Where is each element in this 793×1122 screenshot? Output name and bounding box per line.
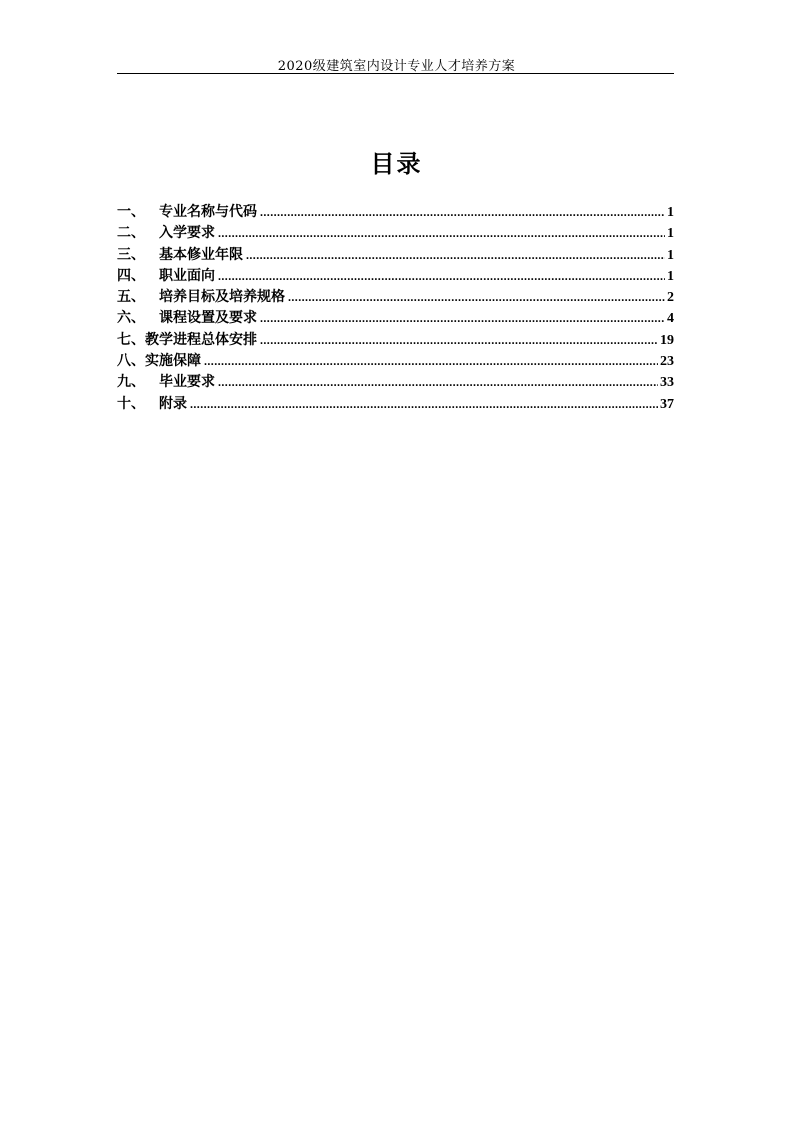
toc-entry-label: 附录: [159, 395, 187, 412]
toc-entry-number: 四、: [117, 267, 145, 284]
toc-entry-label: 入学要求: [159, 225, 215, 242]
toc-dot-leader: [218, 269, 665, 284]
toc-entry-number: 三、: [117, 246, 145, 263]
toc-entry-page: 19: [660, 332, 674, 348]
toc-entry-number: 九、: [117, 374, 145, 391]
toc-entry-number: 一、: [117, 204, 145, 220]
toc-dot-leader: [260, 205, 665, 220]
toc-entry-1[interactable]: [117, 201, 674, 222]
toc-entry-4[interactable]: [117, 265, 674, 286]
toc-entry-9[interactable]: [117, 371, 674, 392]
toc-entry-label: 毕业要求: [159, 374, 215, 391]
toc-entry-page: 2: [667, 290, 674, 306]
toc-entry-2[interactable]: [117, 222, 674, 243]
toc-entry-page: 1: [667, 226, 674, 242]
toc-entry-label: 专业名称与代码: [159, 204, 257, 220]
toc-entry-page: 23: [660, 354, 674, 370]
toc-dot-leader: [260, 333, 658, 348]
toc-entry-page: 33: [660, 375, 674, 391]
toc-entry-number: 十、: [117, 395, 145, 412]
toc-entry-label: 基本修业年限: [159, 246, 243, 263]
toc-entry-page: 37: [660, 396, 674, 412]
toc-entry-10[interactable]: [117, 393, 674, 414]
toc-entry-label: 课程设置及要求: [159, 310, 257, 327]
toc-entry-7[interactable]: [117, 329, 674, 350]
toc-dot-leader: [204, 354, 658, 369]
toc-entry-number: 八、: [117, 353, 145, 370]
toc-dot-leader: [218, 226, 665, 241]
toc-entry-8[interactable]: [117, 350, 674, 371]
toc-entry-label: 实施保障: [145, 353, 201, 370]
toc-entry-number: 二、: [117, 225, 145, 242]
toc-entry-6[interactable]: [117, 307, 674, 328]
toc-dot-leader: [260, 311, 665, 326]
toc-entry-number: 六、: [117, 310, 145, 327]
toc-dot-leader: [246, 248, 665, 263]
toc-entry-number: 五、: [117, 289, 145, 306]
toc-list: [117, 201, 674, 414]
toc-entry-label: 教学进程总体安排: [145, 331, 257, 348]
running-header: 2020级建筑室内设计专业人才培养方案: [277, 59, 516, 74]
toc-dot-leader: [218, 375, 658, 390]
toc-entry-label: 培养目标及培养规格: [159, 289, 285, 306]
toc-dot-leader: [190, 397, 658, 412]
toc-entry-5[interactable]: [117, 286, 674, 307]
toc-entry-page: 4: [667, 311, 674, 327]
toc-dot-leader: [288, 290, 665, 305]
toc-entry-page: 1: [667, 268, 674, 284]
toc-entry-page: 1: [667, 205, 674, 220]
toc-entry-label: 职业面向: [159, 267, 215, 284]
toc-entry-page: 1: [667, 247, 674, 263]
header-rule: [117, 73, 674, 74]
toc-title: 目录: [370, 150, 423, 178]
toc-entry-3[interactable]: [117, 244, 674, 265]
toc-entry-number: 七、: [117, 331, 145, 348]
